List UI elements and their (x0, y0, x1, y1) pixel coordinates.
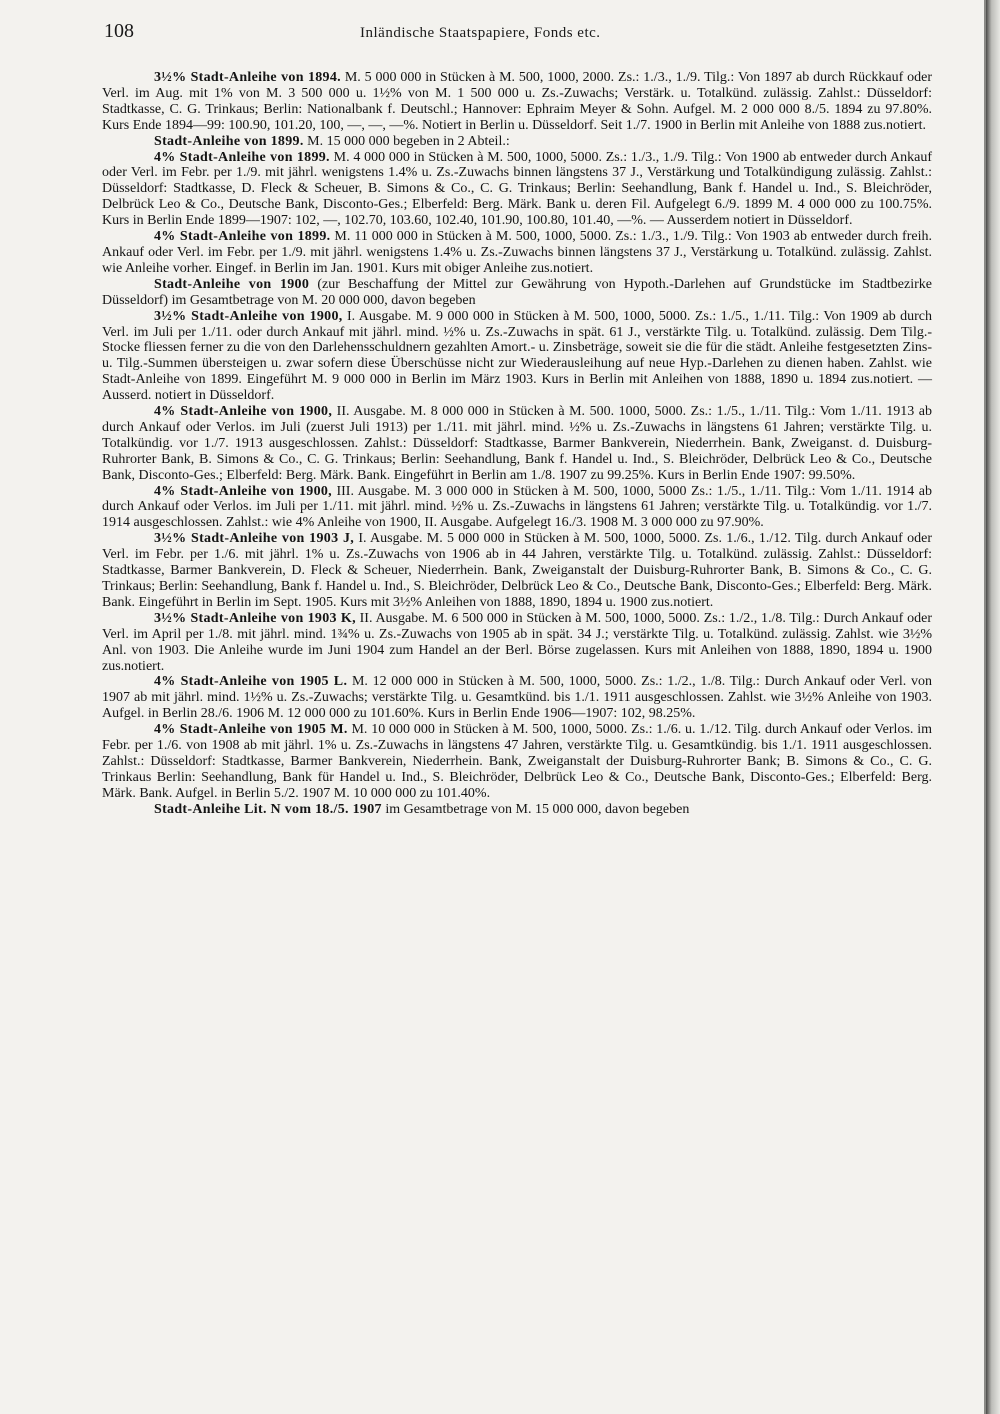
entry-heading: 3½% Stadt-Anleihe von 1894. (154, 70, 341, 85)
running-title: Inländische Staatspapiere, Fonds etc. (360, 25, 601, 41)
entry-heading: 3½% Stadt-Anleihe von 1900, (154, 308, 343, 324)
entry-text: M. 12 000 000 in Stücken à M. 500, 1000, 5000. Zs.: 1./2., 1./8. Tilg.: Durch Ankauf oder Verl. von 1907 ab mit jährl. mind. 1½% u. Zs.-Zuwachs; verstärkte Tilg. u. Gesamtkünd. bis 1./1. 1911 ausgeschlossen. Zahlst. wie 3½% Anleihe von 1903. Aufgel. in Berlin 28./6. 1906 M. 12 000 000 zu 101.60%. Kurs in Berlin Ende 1906—1907: 102, 98.25%. (102, 674, 932, 722)
loan-entry (102, 70, 932, 134)
loan-entry (102, 229, 932, 277)
entry-heading: 4% Stadt-Anleihe von 1899. (154, 149, 330, 165)
entry-text: II. Ausgabe. M. 6 500 000 in Stücken à M. 500, 1000, 5000. Zs.: 1./2., 1./8. Tilg.: Durch Ankauf oder Verl. im April per 1./8. mit jährl. mind. 1¾% u. Zs.-Zuwachs von 1905 ab in spät. 34 J.; verstärkte Tilg. u. Totalkünd. zulässig. Zahlst. wie 3½% Anl. von 1903. Die Anleihe wurde im Juni 1904 zum Handel an der Berl. Börse zugelassen. Kurs mit Anleihen von 1888, 1890, 1894 u. 1900 zus.notiert. (102, 610, 932, 674)
entry-text: I. Ausgabe. M. 9 000 000 in Stücken à M. 500, 1000, 5000. Zs.: 1./5., 1./11. Tilg.: Von 1909 ab durch Verl. im Juli per 1./11. oder durch Ankauf mit jährl. mind. ½% u. Zs.-Zuwachs in spät. 61 J., verstärkte Tilg. u. Totalkünd. zulässig. Dem Tilg.-Stocke fliessen ferner zu die von den Darlehensschuldnern gezahlten Amort.- u. Zinsbeträge, soweit sie die für die städt. Anleihe festgesetzten Zins- u. Tilg.-Summen übersteigen u. zwar sofern diese Überschüsse nicht zur Wiederausleihung auf neue Hyp.-Darlehen zu dienen haben. Zahlst. wie Stadt-Anleihe von 1899. Eingeführt M. 9 000 000 in Berlin im März 1903. Kurs in Berlin mit Anleihen von 1888, 1890 u. 1894 zus.notiert. — Ausserd. notiert in Düsseldorf. (102, 308, 932, 404)
entry-heading: 4% Stadt-Anleihe von 1900, (154, 483, 332, 499)
entry-text: (zur Beschaffung der Mittel zur Gewährung von Hypoth.-Darlehen auf Grundstücke im Stadtbezirke Düsseldorf) im Gesamtbetrage von M. 20 000 000, davon begeben (102, 276, 932, 308)
entry-text: im Gesamtbetrage von M. 15 000 000, davon begeben (381, 801, 690, 817)
entry-text: M. 11 000 000 in Stücken à M. 500, 1000, 5000. Zs.: 1./3., 1./9. Tilg.: Von 1903 ab entweder durch freih. Ankauf oder Verl. im Febr. per 1./9. mit jährl. wenigstens 1.4% u. Zs.-Zuwachs binnen längstens 37 J., Verstärkung u. Totalkünd. zulässig. Zahlst. wie Anleihe vorher. Eingef. in Berlin im Jan. 1901. Kurs mit obiger Anleihe zus.notiert. (102, 229, 932, 276)
page-number: 108 (104, 20, 134, 42)
page-edge-shadow (986, 0, 1000, 1414)
page-header (104, 20, 934, 50)
entry-text: M. 4 000 000 in Stücken à M. 500, 1000, 5000. Zs.: 1./3., 1./9. Tilg.: Von 1900 ab entweder durch Ankauf oder Verl. im Febr. per 1./9. mit jährl. wenigstens 1.4% u. Zs.-Zuwachs binnen längstens 37 J., Verstärkung und Totalkündigung zulässig. Zahlst.: Düsseldorf: Stadtkasse, D. Fleck & Scheuer, B. Simons & Co., C. G. Trinkaus; Berlin: Seehandlung, Bank f. Handel u. Ind., S. Bleichröder, Delbrück Leo & Co., Deutsche Bank, Disconto-Ges.; Elberfeld: Berg. Märk. Bank u. deren Fil. Aufgelegt 6./9. 1899 M. 4 000 000 zu 100.75%. Kurs in Berlin Ende 1899—1907: 102, —, 102.70, 103.60, 102.40, 101.90, 100.80, 101.40, —%. — Ausserdem notiert in Düsseldorf. (102, 149, 932, 229)
loan-entry (102, 150, 932, 230)
entry-text: III. Ausgabe. M. 3 000 000 in Stücken à M. 500, 1000, 5000 Zs.: 1./5., 1./11. Tilg.: Vom 1./11. 1914 ab durch Ankauf oder Verlos. im Juli per 1./11. mit jährl. mind. ½% u. Zs.-Zuwachs in längstens 61 Jahren; verstärkte Tilg. u. Totalkündig. vor 1./7. 1914 ausgeschlossen. Zahlst.: wie 4% Anleihe von 1900, II. Ausgabe. Aufgelegt 16./3. 1908 M. 3 000 000 zu 97.90%. (102, 483, 932, 531)
entry-heading: 4% Stadt-Anleihe von 1899. (154, 229, 331, 245)
loan-entry (102, 802, 932, 818)
loan-entry (102, 404, 932, 484)
loan-entry (102, 674, 932, 722)
entry-heading: 4% Stadt-Anleihe von 1905 L. (154, 674, 348, 690)
loan-entry (102, 309, 932, 404)
entry-text: M. 10 000 000 in Stücken à M. 500, 1000, 5000. Zs.: 1./6. u. 1./12. Tilg. durch Ankauf oder Verlos. im Febr. per 1./6. von 1908 ab mit jährl. 1% u. Zs.-Zuwachs in längstens 47 Jahren, verstärkte Tilg. u. Gesamtkündig. bis 1./1. 1911 ausgeschlossen. Zahlst.: Düsseldorf: Stadtkasse, Barmer Bankverein, Niederrhein. Bank, Zweiganstalt der Duisburg-Ruhrorter Bank; B. Simons & Co., C. G. Trinkaus Berlin: Seehandlung, Bank für Handel u. Ind., S. Bleichröder, Delbrück Leo & Co., Deutsche Bank, Disconto-Ges.; Elberfeld: Berg. Märk. Bank. Aufgel. in Berlin 5./2. 1907 M. 10 000 000 zu 101.40%. (102, 722, 932, 801)
entry-text: II. Ausgabe. M. 8 000 000 in Stücken à M. 500. 1000, 5000. Zs.: 1./5., 1./11. Tilg.: Vom 1./11. 1913 ab durch Ankauf oder Verlos. im Juli (zuerst Juli 1913) per 1./11. mit jährl. mind. ½% u. Zs.-Zuwachs in längstens 61 Jahren; verstärkte Tilg. u. Totalkündig. vor 1./7. 1913 ausgeschlossen. Zahlst.: Düsseldorf: Stadtkasse, Barmer Bankverein, Niederrhein. Bank, Zweiganst. d. Duisburg-Ruhrorter Bank, B. Simons & Co., C. G. Trinkaus; Berlin: Seehandlung, Bank f. Handel u. Ind., S. Bleichröder, Delbrück Leo & Co., Deutsche Bank, Disconto-Ges.; Elberfeld: Berg. Märk. Bank. Eingeführt in Berlin am 1./8. 1907 zu 99.25%. Kurs in Berlin Ende 1907: 99.50%. (102, 404, 932, 483)
loan-entry (102, 531, 932, 611)
entry-heading: Stadt-Anleihe von 1900 (154, 276, 310, 292)
loan-entry (102, 134, 932, 150)
entry-heading: Stadt-Anleihe von 1899. (154, 133, 304, 149)
entry-heading: Stadt-Anleihe Lit. N vom 18./5. 1907 (154, 801, 382, 817)
loan-entry (102, 277, 932, 309)
entry-text: I. Ausgabe. M. 5 000 000 in Stücken à M. 500, 1000, 5000. Zs. 1./6., 1./12. Tilg. durch Ankauf oder Verl. im Febr. per 1./6. mit jährl. 1% u. Zs.-Zuwachs von 1906 ab in 44 Jahren, verstärkte Tilg. u. Totalkünd. zulässig. Zahlst.: Düsseldorf: Stadtkasse, Barmer Bankverein, D. Fleck & Scheuer, Niederrhein. Bank, Zweiganstalt der Duisburg-Ruhrorter Bank, B. Simons & Co., C. G. Trinkaus; Berlin: Seehandlung, Bank f. Handel u. Ind., S. Bleichröder, Delbrück Leo & Co., Deutsche Bank, Disconto-Ges.; Elberfeld: Berg. Märk. Bank. Eingeführt in Berlin im Sept. 1905. Kurs mit 3½% Anleihen von 1888, 1890, 1894 u. 1900 zus.notiert. (102, 531, 932, 610)
entry-heading: 4% Stadt-Anleihe von 1905 M. (154, 722, 348, 738)
entry-heading: 3½% Stadt-Anleihe von 1903 J, (154, 531, 355, 547)
entry-heading: 3½% Stadt-Anleihe von 1903 K, (154, 610, 356, 626)
entry-text: M. 5 000 000 in Stücken à M. 500, 1000, 2000. Zs.: 1./3., 1./9. Tilg.: Von 1897 ab durch Rückkauf oder Verl. im Aug. mit 1% von M. 3 500 000 u. 1½% von M. 1 500 000 u. Zs.-Zuwachs; Verstärk. u. Totalkünd. zulässig. Zahlst.: Düsseldorf: Stadtkasse, C. G. Trinkaus; Berlin: Nationalbank f. Deutschl.; Hannover: Ephraim Meyer & Sohn. Aufgel. M. 2 000 000 8./5. 1894 zu 97.80%. Kurs Ende 1894—99: 100.90, 101.20, 100, —, —, —%. Notiert in Berlin u. Düsseldorf. Seit 1./7. 1900 in Berlin mit Anleihe von 1888 zus.notiert. (102, 70, 932, 133)
loan-entry (102, 722, 932, 802)
loan-entry (102, 484, 932, 532)
entry-text: M. 15 000 000 begeben in 2 Abteil.: (303, 133, 510, 149)
loan-entry (102, 611, 932, 675)
page-body (102, 70, 932, 818)
entry-heading: 4% Stadt-Anleihe von 1900, (154, 404, 333, 420)
